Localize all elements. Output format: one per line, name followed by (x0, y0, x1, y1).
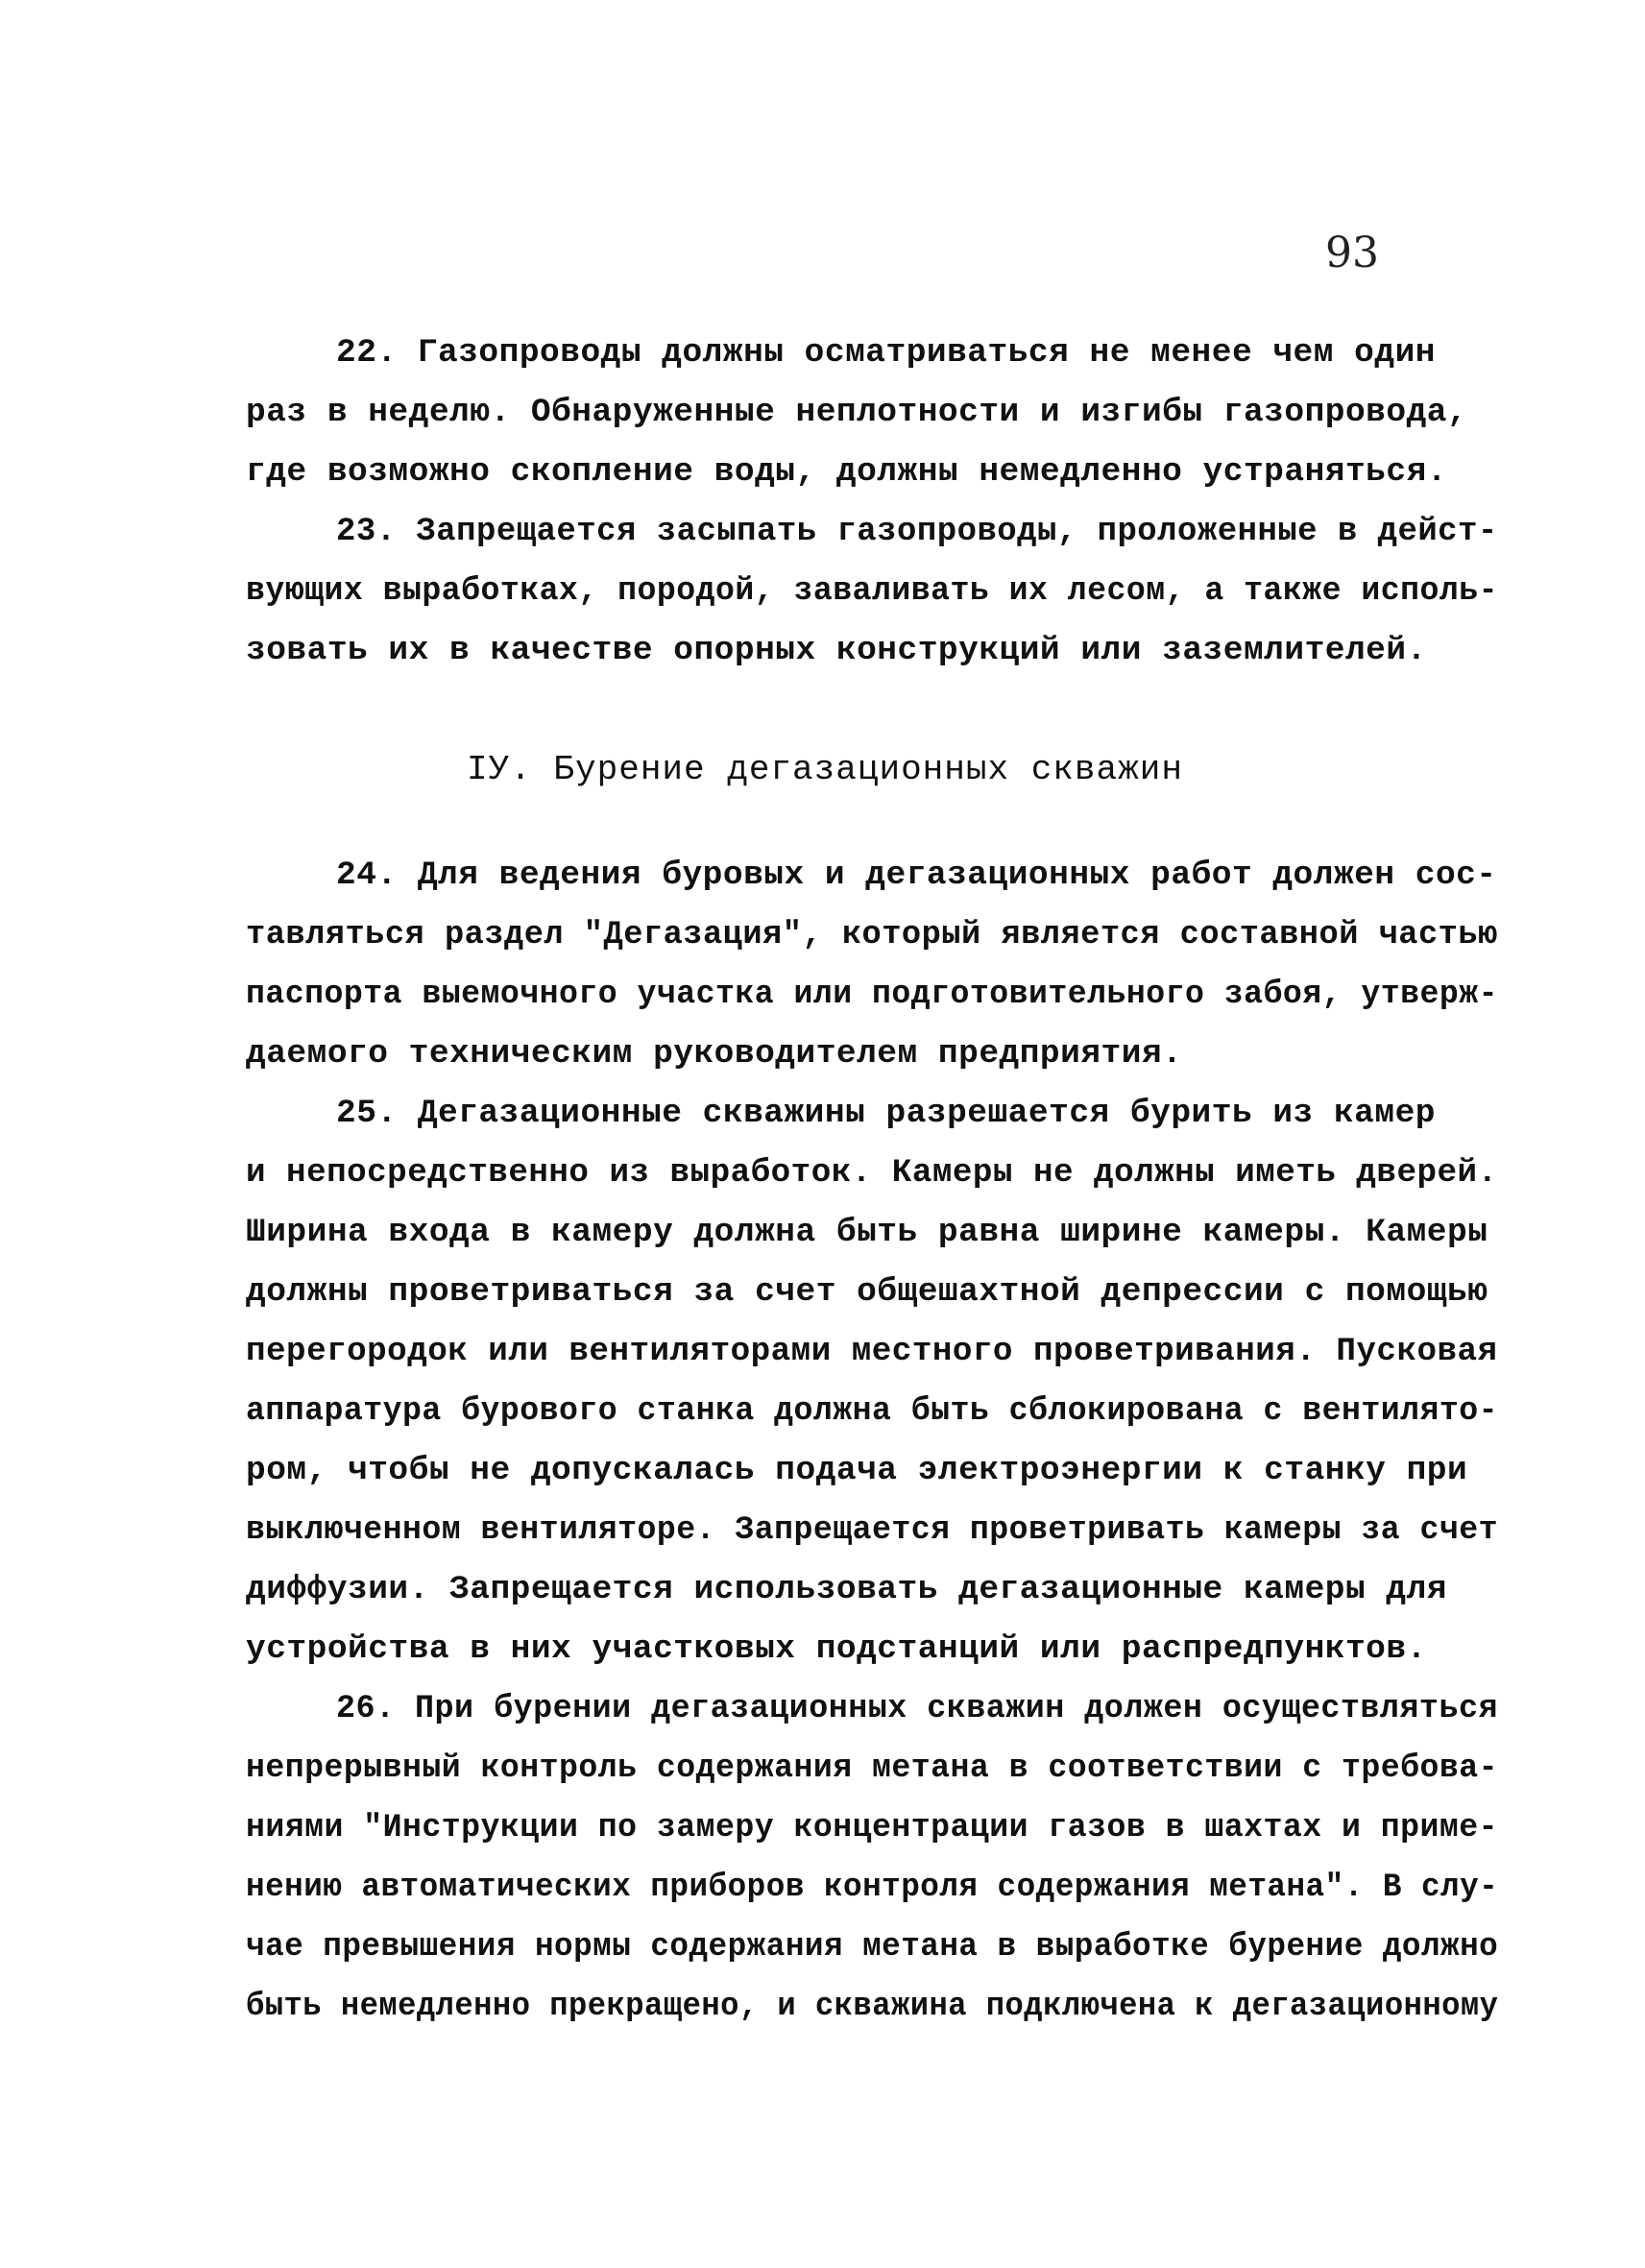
paragraph-25-line-8: выключенном вентиляторе. Запрещается проветривать камеры за счет (246, 1511, 1498, 1549)
paragraph-25-line-6: аппаратура бурового станка должна быть сблокирована с вентилято- (246, 1392, 1498, 1430)
paragraph-26-line-3: ниями "Инструкции по замеру концентрации газов в шахтах и приме- (246, 1809, 1498, 1846)
paragraph-26-line-5: чае превышения нормы содержания метана в выработке бурение должно (246, 1928, 1499, 1966)
paragraph-26-line-2: непрерывный контроль содержания метана в соответствии с требова- (246, 1749, 1498, 1787)
paragraph-24-line-4: даемого техническим руководителем предприятия. (246, 1035, 1183, 1073)
paragraph-22-line-3: где возможно скопление воды, должны немедленно устраняться. (246, 453, 1447, 491)
section-heading: IУ. Бурение дегазационных скважин (467, 750, 1183, 789)
paragraph-26-line-4: нению автоматических приборов контроля содержания метана". В слу- (246, 1869, 1499, 1906)
paragraph-25-line-3: Ширина входа в камеру должна быть равна ширине камеры. Камеры (246, 1214, 1488, 1251)
paragraph-26-line-6: быть немедленно прекращено, и скважина подключена к дегазационному (246, 1988, 1499, 2025)
paragraph-25-line-5: перегородок или вентиляторами местного проветривания. Пусковая (246, 1333, 1498, 1370)
paragraph-25-line-9: диффузии. Запрещается использовать дегазационные камеры для (246, 1571, 1447, 1608)
page-number: 93 (1325, 229, 1379, 277)
paragraph-22-line-2: раз в неделю. Обнаруженные неплотности и изгибы газопровода, (246, 394, 1468, 431)
paragraph-23-line-3: зовать их в качестве опорных конструкций или заземлителей. (246, 632, 1427, 669)
paragraph-25-line-10: устройства в них участковых подстанций или распредпунктов. (246, 1630, 1427, 1668)
paragraph-23-line-2: вующих выработках, породой, заваливать их лесом, а также исполь- (246, 572, 1498, 610)
paragraph-25-line-2: и непосредственно из выработок. Камеры не должны иметь дверей. (246, 1154, 1498, 1192)
paragraph-25-line-7: ром, чтобы не допускалась подача электроэнергии к станку при (246, 1452, 1468, 1489)
paragraph-22-line-1: 22. Газопроводы должны осматриваться не менее чем один (336, 334, 1436, 372)
paragraph-26-line-1: 26. При бурении дегазационных скважин должен осуществляться (336, 1690, 1498, 1727)
paragraph-25-line-1: 25. Дегазационные скважины разрешается бурить из камер (336, 1095, 1436, 1132)
paragraph-25-line-4: должны проветриваться за счет общешахтной депрессии с помощью (246, 1273, 1488, 1311)
paragraph-24-line-3: паспорта выемочного участка или подготовительного забоя, утверж- (246, 976, 1498, 1013)
paragraph-24-line-1: 24. Для ведения буровых и дегазационных работ должен сос- (336, 857, 1497, 894)
paragraph-23-line-1: 23. Запрещается засыпать газопроводы, проложенные в дейст- (336, 513, 1498, 550)
paragraph-24-line-2: тавляться раздел "Дегазация", который является составной частью (246, 916, 1498, 953)
